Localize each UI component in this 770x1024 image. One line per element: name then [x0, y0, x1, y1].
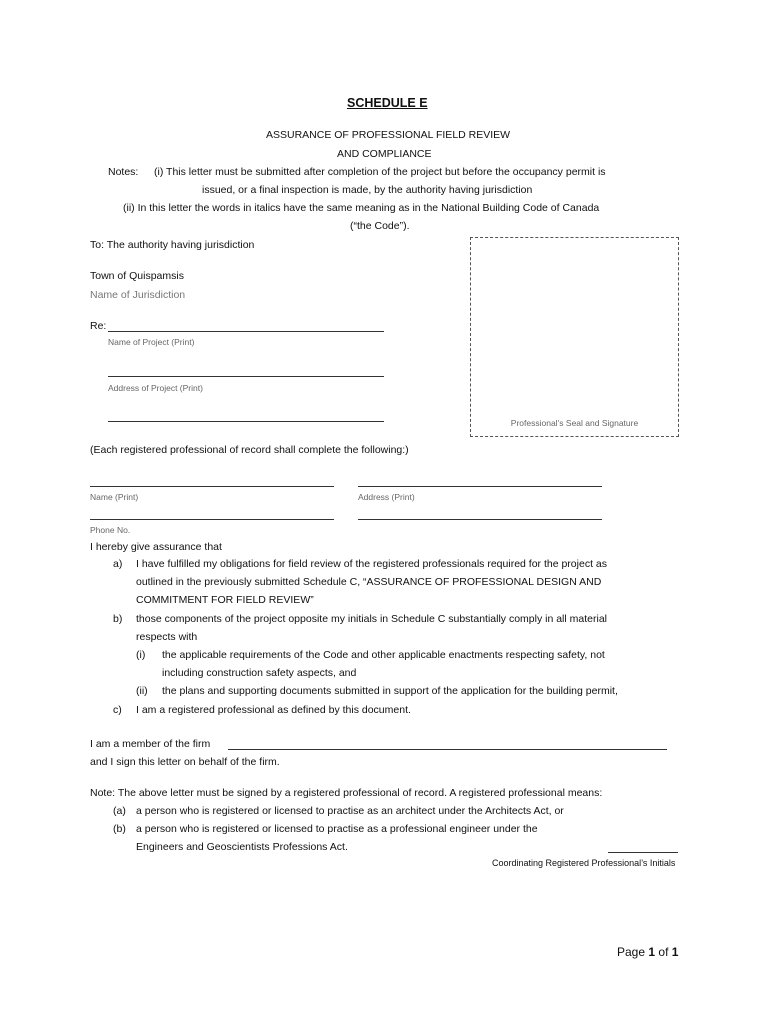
initials-field[interactable]: [608, 852, 678, 853]
assurance-intro: I hereby give assurance that: [90, 541, 222, 553]
item-a-line1: I have fulfilled my obligations for field review of the registered professionals required for the project as: [136, 558, 607, 570]
project-extra-field[interactable]: [108, 421, 384, 422]
item-bi-line2: including construction safety aspects, and: [162, 667, 357, 679]
sign-line: and I sign this letter on behalf of the firm.: [90, 756, 280, 768]
jurisdiction-hint: Name of Jurisdiction: [90, 289, 186, 301]
bottom-a-marker: (a): [113, 805, 126, 817]
each-registered-note: (Each registered professional of record shall complete the following:): [90, 444, 409, 456]
phone-hint: Phone No.: [90, 525, 131, 535]
project-name-hint: Name of Project (Print): [108, 337, 195, 347]
name-field[interactable]: [90, 486, 334, 487]
address-hint: Address (Print): [358, 492, 415, 502]
page-current: 1: [648, 945, 656, 959]
item-c-line1: I am a registered professional as defined by this document.: [136, 704, 411, 716]
bottom-b-line2: Engineers and Geoscientists Professions Act.: [136, 841, 348, 853]
page-prefix: Page: [617, 945, 646, 959]
re-label: Re:: [90, 320, 107, 332]
item-bii-marker: (ii): [136, 685, 148, 697]
project-address-field[interactable]: [108, 376, 384, 377]
firm-name-field[interactable]: [228, 749, 667, 750]
to-line: To: The authority having jurisdiction: [90, 239, 255, 251]
seal-signature-label: Professional’s Seal and Signature: [510, 418, 639, 428]
notes-label: Notes:: [108, 166, 139, 178]
address-field[interactable]: [358, 486, 602, 487]
item-b-line1: those components of the project opposite my initials in Schedule C substantially comply in all material: [136, 613, 607, 625]
item-b-marker: b): [113, 613, 123, 625]
town-name: Town of Quispamsis: [90, 270, 184, 282]
seal-signature-box[interactable]: [470, 237, 679, 437]
note-bottom: Note: The above letter must be signed by a registered professional of record. A registered professional means:: [90, 787, 603, 799]
note-ii-line2: (“the Code”).: [350, 220, 410, 232]
item-a-line2: outlined in the previously submitted Schedule C, “ASSURANCE OF PROFESSIONAL DESIGN AND: [136, 576, 602, 588]
name-hint: Name (Print): [90, 492, 139, 502]
page-total: 1: [671, 945, 679, 959]
project-address-hint: Address of Project (Print): [108, 383, 203, 393]
page-of: of: [658, 945, 669, 959]
item-bii-line1: the plans and supporting documents submitted in support of the application for the building permit,: [162, 685, 618, 697]
item-bi-line1: the applicable requirements of the Code and other applicable enactments respecting safety, not: [162, 649, 605, 661]
bottom-a-text: a person who is registered or licensed to practise as an architect under the Architects Act, or: [136, 805, 564, 817]
subtitle-line2: AND COMPLIANCE: [337, 148, 432, 160]
note-i-line2: issued, or a final inspection is made, by the authority having jurisdiction: [202, 184, 533, 196]
note-ii-line1: (ii) In this letter the words in italics have the same meaning as in the National Building Code of Canada: [123, 202, 600, 214]
item-bi-marker: (i): [136, 649, 146, 661]
phone-field[interactable]: [90, 519, 334, 520]
item-c-marker: c): [113, 704, 122, 716]
subtitle-line1: ASSURANCE OF PROFESSIONAL FIELD REVIEW: [266, 129, 511, 141]
project-name-field[interactable]: [108, 331, 384, 332]
item-a-line3: COMMITMENT FOR FIELD REVIEW”: [136, 594, 314, 606]
page-title: SCHEDULE E: [347, 96, 428, 110]
item-a-marker: a): [113, 558, 123, 570]
member-firm-label: I am a member of the firm: [90, 738, 211, 750]
item-b-line2: respects with: [136, 631, 198, 643]
page-number: [617, 945, 678, 959]
initials-label: Coordinating Registered Professional’s Initials: [492, 858, 676, 868]
bottom-b-marker: (b): [113, 823, 126, 835]
note-i-line1: (i) This letter must be submitted after completion of the project but before the occupancy permit is: [154, 166, 606, 178]
bottom-b-line1: a person who is registered or licensed to practise as a professional engineer under the: [136, 823, 538, 835]
address-field-2[interactable]: [358, 519, 602, 520]
